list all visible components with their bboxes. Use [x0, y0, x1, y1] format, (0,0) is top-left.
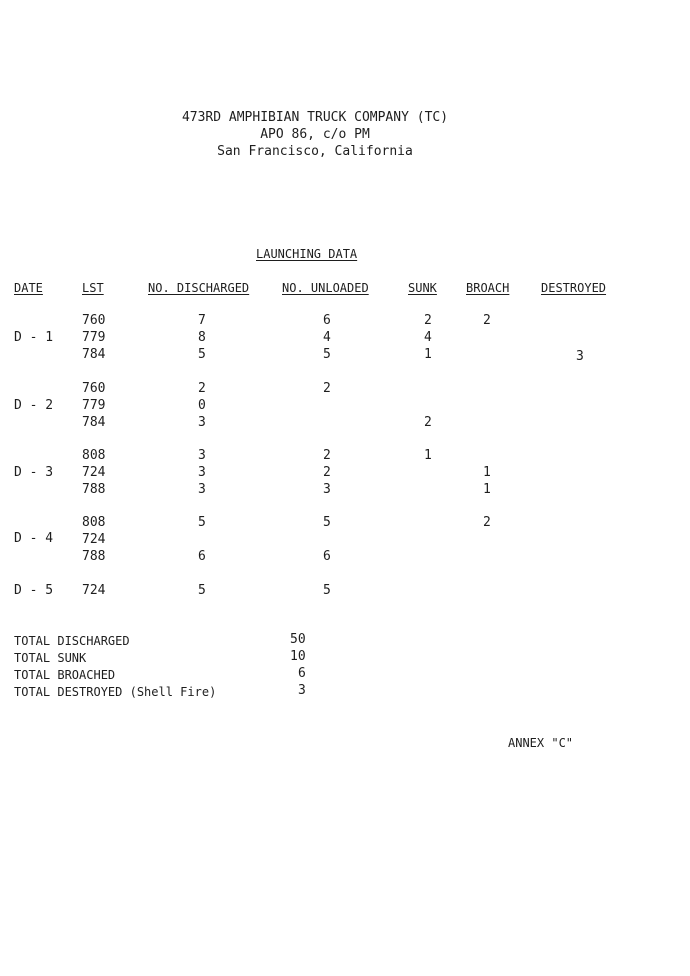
group-date: D - 3 — [14, 465, 54, 480]
group-date: D - 4 — [14, 531, 54, 546]
group-date: D - 5 — [14, 583, 54, 598]
total-value: 50 — [290, 632, 306, 647]
cell-sunk: 1 — [424, 448, 432, 463]
total-label: TOTAL SUNK — [14, 651, 87, 665]
cell-unloaded: 5 — [323, 347, 331, 362]
cell-broach: 2 — [483, 515, 491, 530]
cell-lst: 724 — [82, 532, 106, 547]
group-date: D - 2 — [14, 398, 54, 413]
cell-lst: 779 — [82, 330, 106, 345]
column-header-date: DATE — [14, 281, 43, 295]
cell-discharged: 8 — [198, 330, 206, 345]
cell-lst: 788 — [82, 549, 106, 564]
cell-lst: 724 — [82, 465, 106, 480]
group-date: D - 1 — [14, 330, 54, 345]
cell-lst: 808 — [82, 515, 106, 530]
apo-address: APO 86, c/o PM — [260, 127, 370, 142]
cell-unloaded: 4 — [323, 330, 331, 345]
cell-lst: 788 — [82, 482, 106, 497]
cell-lst: 779 — [82, 398, 106, 413]
column-header-lst: LST — [82, 281, 104, 295]
cell-discharged: 5 — [198, 347, 206, 362]
cell-discharged: 7 — [198, 313, 206, 328]
cell-discharged: 0 — [198, 398, 206, 413]
cell-discharged: 6 — [198, 549, 206, 564]
total-label: TOTAL DISCHARGED — [14, 634, 130, 648]
cell-sunk: 4 — [424, 330, 432, 345]
cell-unloaded: 2 — [323, 381, 331, 396]
cell-unloaded: 3 — [323, 482, 331, 497]
cell-lst: 760 — [82, 313, 106, 328]
cell-sunk: 2 — [424, 313, 432, 328]
cell-unloaded: 2 — [323, 465, 331, 480]
cell-lst: 784 — [82, 415, 106, 430]
column-header-destroyed: DESTROYED — [541, 281, 607, 295]
total-label: TOTAL BROACHED — [14, 668, 116, 682]
cell-lst: 784 — [82, 347, 106, 362]
cell-unloaded: 6 — [323, 549, 331, 564]
column-header-broach: BROACH — [466, 281, 510, 295]
page-title: LAUNCHING DATA — [256, 247, 358, 261]
cell-discharged: 3 — [198, 415, 206, 430]
cell-sunk: 2 — [424, 415, 432, 430]
cell-sunk: 1 — [424, 347, 432, 362]
cell-discharged: 5 — [198, 515, 206, 530]
cell-broach: 2 — [483, 313, 491, 328]
cell-broach: 1 — [483, 465, 491, 480]
total-value: 6 — [298, 666, 306, 681]
cell-unloaded: 5 — [323, 583, 331, 598]
column-header-discharged: NO. DISCHARGED — [148, 281, 250, 295]
cell-unloaded: 5 — [323, 515, 331, 530]
cell-lst: 808 — [82, 448, 106, 463]
cell-discharged: 5 — [198, 583, 206, 598]
cell-lst: 760 — [82, 381, 106, 396]
city-address: San Francisco, California — [217, 144, 413, 159]
cell-destroyed: 3 — [576, 349, 584, 364]
cell-discharged: 3 — [198, 448, 206, 463]
column-header-sunk: SUNK — [408, 281, 437, 295]
total-value: 3 — [298, 683, 306, 698]
total-value: 10 — [290, 649, 306, 664]
cell-discharged: 2 — [198, 381, 206, 396]
company-name: 473RD AMPHIBIAN TRUCK COMPANY (TC) — [181, 110, 449, 125]
cell-unloaded: 6 — [323, 313, 331, 328]
cell-discharged: 3 — [198, 465, 206, 480]
annex-label: ANNEX "C" — [508, 736, 574, 750]
cell-unloaded: 2 — [323, 448, 331, 463]
total-label: TOTAL DESTROYED (Shell Fire) — [14, 685, 217, 699]
column-header-unloaded: NO. UNLOADED — [282, 281, 369, 295]
cell-lst: 724 — [82, 583, 106, 598]
cell-discharged: 3 — [198, 482, 206, 497]
cell-broach: 1 — [483, 482, 491, 497]
